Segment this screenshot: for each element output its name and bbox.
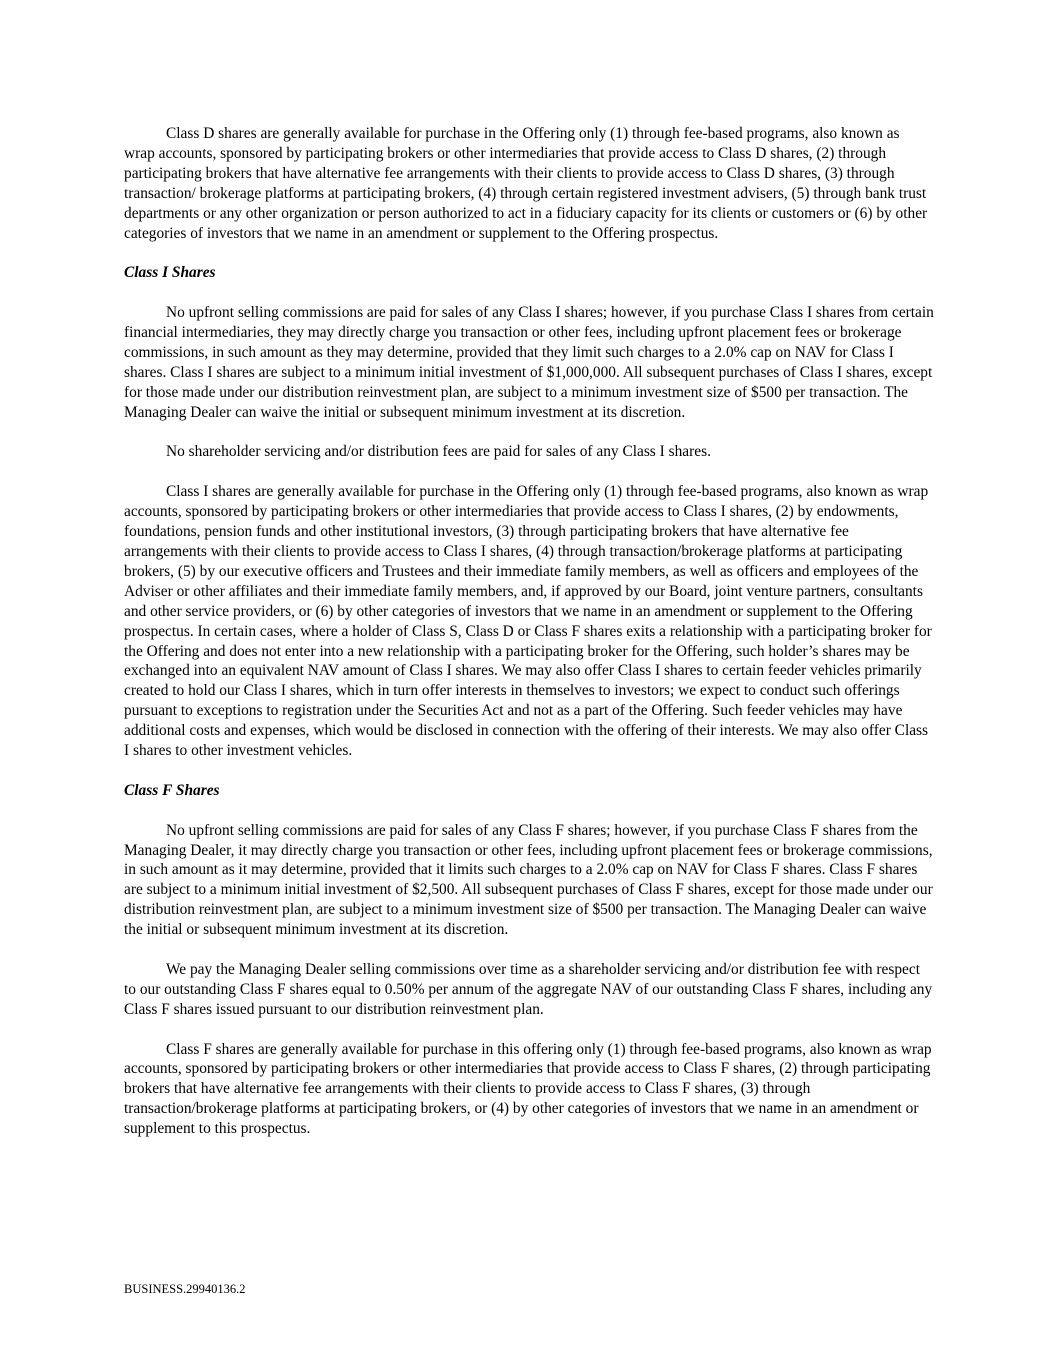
paragraph-class-f-availability: Class F shares are generally available for purchase in this offering only (1) through fee-based programs, also known as wrap accounts, sponsored by participating brokers or other intermediaries that provide access to Class F shares, (2) through participating brokers that have alternative fee arrangements with their clients to provide access to Class F shares, (3) through transaction/brokerage platforms at participating brokers, or (4) by other categories of investors that we name in an amendment or supplement to this prospectus. — [124, 1040, 932, 1138]
document-footer-id: BUSINESS.29940136.2 — [124, 1282, 246, 1296]
paragraph-class-d-availability: Class D shares are generally available for purchase in the Offering only (1) through fee-based programs, also known as wrap accounts, sponsored by participating brokers or other intermediaries that provide access to Class D shares, (2) through participating brokers that have alternative fee arrangements with their clients to provide access to Class D shares, (3) through transaction/ brokerage platforms at participating brokers, (4) through certain registered investment advisers, (5) through bank trust departments or any other organization or person authorized to act in a fiduciary capacity for its clients or customers or (6) by other categories of investors that we name in an amendment or supplement to the Offering prospectus. — [124, 125, 928, 242]
paragraph-class-f-fees: We pay the Managing Dealer selling commissions over time as a shareholder servicing and/or distribution fee with respect to our outstanding Class F shares equal to 0.50% per annum of the aggregate NAV of our outstanding Class F shares, including any Class F shares issued pursuant to our distribution reinvestment plan. — [124, 960, 933, 1018]
paragraph-class-i-commissions: No upfront selling commissions are paid for sales of any Class I shares; however, if you purchase Class I shares from certain financial intermediaries, they may directly charge you transaction or other fees, including upfront placement fees or brokerage commissions, in such amount as they may determine, provided that they limit such charges to a 2.0% cap on NAV for Class I shares. Class I shares are subject to a minimum initial investment of $1,000,000. All subsequent purchases of Class I shares, except for those made under our distribution reinvestment plan, are subject to a minimum investment size of $500 per transaction. The Managing Dealer can waive the initial or subsequent minimum investment at its discretion. — [124, 304, 934, 421]
heading-class-f-shares: Class F Shares — [124, 781, 220, 799]
paragraph-class-i-fees: No shareholder servicing and/or distribution fees are paid for sales of any Class I shares. — [166, 443, 711, 461]
document-body — [124, 124, 934, 1159]
paragraph-class-f-commissions: No upfront selling commissions are paid for sales of any Class F shares; however, if you purchase Class F shares from the Managing Dealer, it may directly charge you transaction or other fees, including upfront placement fees or brokerage commissions, in such amount as it may determine, provided that it limits such charges to a 2.0% cap on NAV for Class F shares. Class F shares are subject to a minimum initial investment of $2,500. All subsequent purchases of Class F shares, except for those made under our distribution reinvestment plan, are subject to a minimum investment size of $500 per transaction. The Managing Dealer can waive the initial or subsequent minimum investment at its discretion. — [124, 821, 933, 939]
paragraph-class-i-availability: Class I shares are generally available for purchase in the Offering only (1) through fee-based programs, also known as wrap accounts, sponsored by participating brokers or other intermediaries that provide access to Class I shares, (2) by endowments, foundations, pension funds and other institutional investors, (3) through participating brokers that have alternative fee arrangements with their clients to provide access to Class I shares, (4) through transaction/brokerage platforms at participating brokers, (5) by our executive officers and Trustees and their immediate family members, as well as officers and employees of the Adviser or other affiliates and their immediate family members, and, if approved by our Board, joint venture partners, consultants and other service providers, or (6) by other categories of investors that we name in an amendment or supplement to the Offering prospectus. In certain cases, where a holder of Class S, Class D or Class F shares exits a relationship with a participating broker for the Offering and does not enter into a new relationship with a participating broker for the Offering, such holder’s shares may be exchanged into an equivalent NAV amount of Class I shares. We may also offer Class I shares to certain feeder vehicles primarily created to hold our Class I shares, which in turn offer interests in themselves to investors; we expect to conduct such offerings pursuant to exceptions to registration under the Securities Act and not as a part of the Offering. Such feeder vehicles may have additional costs and expenses, which would be disclosed in connection with the offering of their interests. We may also offer Class I shares to other investment vehicles. — [124, 483, 932, 760]
heading-class-i-shares: Class I Shares — [124, 264, 216, 282]
